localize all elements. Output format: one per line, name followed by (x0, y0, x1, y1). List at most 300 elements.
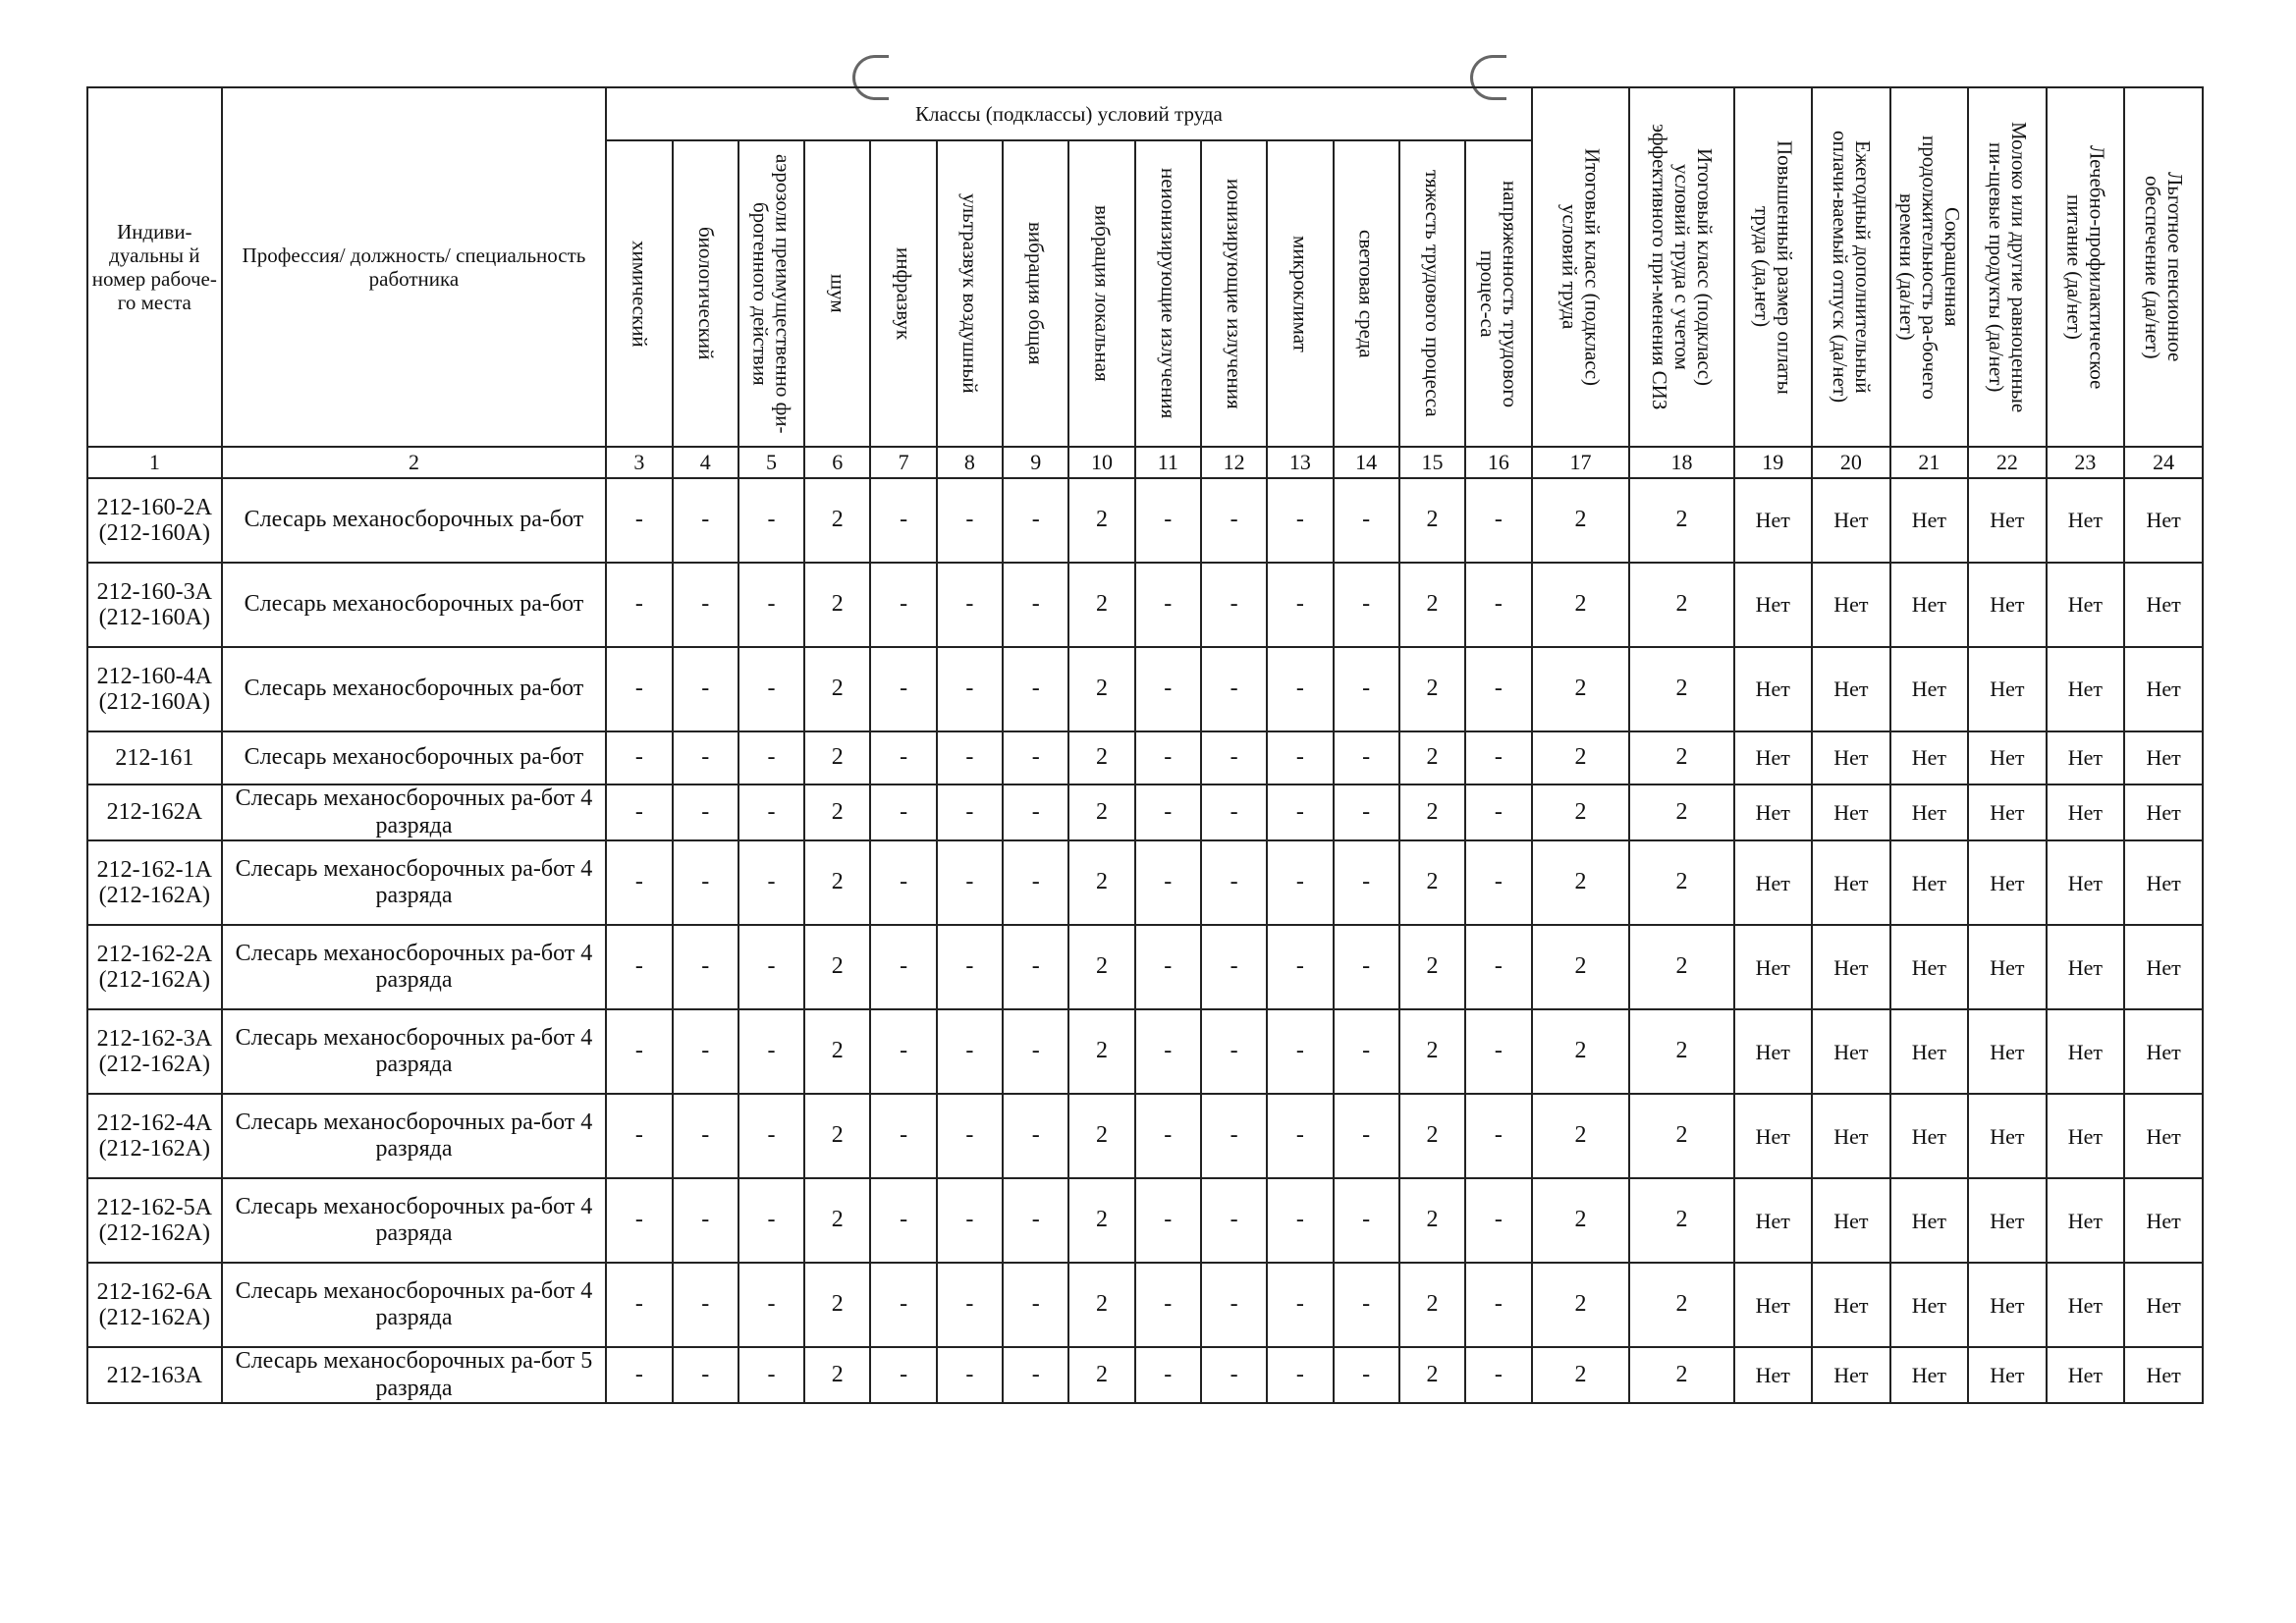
factor-class-cell: - (1201, 1347, 1267, 1403)
factor-class-cell: 2 (804, 840, 870, 925)
header-summary-18: Итоговый класс (подкласс) условий труда с учетом эффективного при-менения СИЗ (1629, 87, 1733, 447)
workplace-id-cell: 212-163А (87, 1347, 222, 1403)
header-factor-6: шум (804, 140, 870, 447)
factor-class-cell: - (1003, 1347, 1068, 1403)
factor-class-cell: - (870, 1263, 936, 1347)
guarantee-cell: Нет (1968, 925, 2047, 1009)
guarantee-cell: Нет (1812, 731, 1890, 784)
workplace-id-cell: 212-161 (87, 731, 222, 784)
workplace-id-cell: 212-162А (87, 784, 222, 840)
factor-class-cell: - (738, 1178, 804, 1263)
guarantee-cell: Нет (1968, 784, 2047, 840)
column-number: 8 (937, 447, 1003, 478)
factor-class-cell: - (1135, 478, 1201, 563)
column-number: 11 (1135, 447, 1201, 478)
column-number: 9 (1003, 447, 1068, 478)
factor-class-cell: - (1334, 731, 1399, 784)
factor-class-cell: - (738, 784, 804, 840)
final-class-cell: 2 (1629, 1009, 1733, 1094)
factor-class-cell: - (738, 925, 804, 1009)
guarantee-cell: Нет (1734, 563, 1813, 647)
header-summary-17: Итоговый класс (подкласс) условий труда (1532, 87, 1630, 447)
factor-class-cell: 2 (1399, 478, 1465, 563)
column-number: 3 (606, 447, 672, 478)
table-row (87, 925, 2203, 1009)
factor-class-cell: 2 (1068, 563, 1134, 647)
profession-cell: Слесарь механосборочных ра-бот 4 разряда (222, 1178, 607, 1263)
factor-class-cell: - (1135, 784, 1201, 840)
workplace-id-cell: 212-162-1А (212-162А) (87, 840, 222, 925)
header-factor-10: вибрация локальная (1068, 140, 1134, 447)
table-row (87, 784, 2203, 840)
factor-class-cell: 2 (1399, 925, 1465, 1009)
factor-class-cell: - (1135, 1347, 1201, 1403)
guarantee-cell: Нет (1968, 647, 2047, 731)
factor-class-cell: - (673, 563, 738, 647)
header-id: Индиви-дуальны й номер рабоче-го места (87, 87, 222, 447)
factor-class-cell: - (1201, 840, 1267, 925)
guarantee-cell: Нет (1968, 840, 2047, 925)
guarantee-cell: Нет (1734, 840, 1813, 925)
column-number: 6 (804, 447, 870, 478)
guarantee-cell: Нет (2124, 840, 2203, 925)
header-factor-16: напряженность трудового процес-са (1465, 140, 1531, 447)
factor-class-cell: - (1135, 1094, 1201, 1178)
factor-class-cell: 2 (1399, 1178, 1465, 1263)
workplace-id-cell: 212-162-3А (212-162А) (87, 1009, 222, 1094)
guarantee-cell: Нет (2124, 1178, 2203, 1263)
factor-class-cell: - (1201, 1009, 1267, 1094)
header-factor-14: световая среда (1334, 140, 1399, 447)
factor-class-cell: - (1201, 731, 1267, 784)
factor-class-cell: - (673, 478, 738, 563)
factor-class-cell: - (1135, 731, 1201, 784)
factor-class-cell: - (1003, 1178, 1068, 1263)
factor-class-cell: - (1201, 647, 1267, 731)
factor-class-cell: - (1135, 563, 1201, 647)
factor-class-cell: - (1465, 1263, 1531, 1347)
header-factor-3: химический (606, 140, 672, 447)
guarantee-cell: Нет (2124, 1347, 2203, 1403)
table-row (87, 1347, 2203, 1403)
final-class-cell: 2 (1532, 1094, 1630, 1178)
workplace-id-cell: 212-160-2А (212-160А) (87, 478, 222, 563)
table-row (87, 1009, 2203, 1094)
factor-class-cell: - (1201, 1178, 1267, 1263)
column-number: 15 (1399, 447, 1465, 478)
factor-class-cell: 2 (804, 1347, 870, 1403)
factor-class-cell: - (1465, 563, 1531, 647)
column-number: 13 (1267, 447, 1333, 478)
final-class-cell: 2 (1629, 478, 1733, 563)
header-summary-24: Льготное пенсионное обеспечение (да/нет) (2124, 87, 2203, 447)
factor-class-cell: - (937, 1094, 1003, 1178)
column-number: 1 (87, 447, 222, 478)
final-class-cell: 2 (1532, 1347, 1630, 1403)
header-factor-7: инфразвук (870, 140, 936, 447)
column-number: 22 (1968, 447, 2047, 478)
guarantee-cell: Нет (2047, 731, 2125, 784)
guarantee-cell: Нет (1890, 478, 1969, 563)
factor-class-cell: 2 (1068, 784, 1134, 840)
guarantee-cell: Нет (1734, 478, 1813, 563)
column-number: 7 (870, 447, 936, 478)
factor-class-cell: - (738, 563, 804, 647)
column-number-row (87, 447, 2203, 478)
guarantee-cell: Нет (1890, 840, 1969, 925)
profession-cell: Слесарь механосборочных ра-бот 4 разряда (222, 1009, 607, 1094)
column-number: 16 (1465, 447, 1531, 478)
factor-class-cell: 2 (1399, 647, 1465, 731)
guarantee-cell: Нет (1890, 731, 1969, 784)
guarantee-cell: Нет (1812, 840, 1890, 925)
factor-class-cell: - (673, 1347, 738, 1403)
factor-class-cell: - (1334, 1094, 1399, 1178)
guarantee-cell: Нет (2047, 563, 2125, 647)
final-class-cell: 2 (1532, 784, 1630, 840)
profession-cell: Слесарь механосборочных ра-бот 5 разряда (222, 1347, 607, 1403)
factor-class-cell: - (937, 563, 1003, 647)
header-factor-9: вибрация общая (1003, 140, 1068, 447)
final-class-cell: 2 (1532, 647, 1630, 731)
factor-class-cell: 2 (1068, 1009, 1134, 1094)
factor-class-cell: - (606, 1347, 672, 1403)
final-class-cell: 2 (1629, 647, 1733, 731)
final-class-cell: 2 (1629, 840, 1733, 925)
factor-class-cell: 2 (804, 925, 870, 1009)
guarantee-cell: Нет (1734, 925, 1813, 1009)
factor-class-cell: - (1135, 1178, 1201, 1263)
factor-class-cell: - (1267, 1263, 1333, 1347)
guarantee-cell: Нет (2047, 1094, 2125, 1178)
factor-class-cell: - (937, 1178, 1003, 1263)
factor-class-cell: - (606, 1009, 672, 1094)
profession-cell: Слесарь механосборочных ра-бот 4 разряда (222, 925, 607, 1009)
factor-class-cell: 2 (804, 1009, 870, 1094)
factor-class-cell: 2 (1399, 784, 1465, 840)
factor-class-cell: 2 (804, 1094, 870, 1178)
factor-class-cell: 2 (804, 784, 870, 840)
guarantee-cell: Нет (1734, 1009, 1813, 1094)
header-summary-20: Ежегодный дополнительный оплачи-ваемый отпуск (да/нет) (1812, 87, 1890, 447)
profession-cell: Слесарь механосборочных ра-бот 4 разряда (222, 1094, 607, 1178)
factor-class-cell: 2 (1399, 563, 1465, 647)
factor-class-cell: 2 (804, 1263, 870, 1347)
factor-class-cell: - (1334, 840, 1399, 925)
factor-class-cell: - (1465, 1094, 1531, 1178)
header-factor-8: ультразвук воздушный (937, 140, 1003, 447)
final-class-cell: 2 (1532, 731, 1630, 784)
table-row (87, 1263, 2203, 1347)
guarantee-cell: Нет (2047, 1009, 2125, 1094)
guarantee-cell: Нет (1890, 925, 1969, 1009)
final-class-cell: 2 (1532, 925, 1630, 1009)
guarantee-cell: Нет (1734, 1178, 1813, 1263)
column-number: 10 (1068, 447, 1134, 478)
profession-cell: Слесарь механосборочных ра-бот (222, 731, 607, 784)
factor-class-cell: - (1465, 925, 1531, 1009)
guarantee-cell: Нет (1812, 1178, 1890, 1263)
factor-class-cell: 2 (1068, 1178, 1134, 1263)
guarantee-cell: Нет (1890, 1178, 1969, 1263)
header-summary-23: Лечебно-профилактическое питание (да/нет) (2047, 87, 2125, 447)
factor-class-cell: - (1465, 731, 1531, 784)
guarantee-cell: Нет (2124, 1094, 2203, 1178)
column-number: 23 (2047, 447, 2125, 478)
factor-class-cell: - (1003, 563, 1068, 647)
guarantee-cell: Нет (1968, 478, 2047, 563)
table-row (87, 840, 2203, 925)
factor-class-cell: - (937, 1009, 1003, 1094)
factor-class-cell: - (1201, 478, 1267, 563)
factor-class-cell: 2 (1068, 731, 1134, 784)
factor-class-cell: - (1003, 1094, 1068, 1178)
guarantee-cell: Нет (1968, 731, 2047, 784)
table-row (87, 478, 2203, 563)
guarantee-cell: Нет (1968, 1263, 2047, 1347)
workplace-id-cell: 212-162-5А (212-162А) (87, 1178, 222, 1263)
guarantee-cell: Нет (2047, 784, 2125, 840)
guarantee-cell: Нет (1968, 563, 2047, 647)
guarantee-cell: Нет (1890, 1009, 1969, 1094)
factor-class-cell: - (738, 1094, 804, 1178)
guarantee-cell: Нет (2124, 784, 2203, 840)
factor-class-cell: - (673, 731, 738, 784)
workplace-id-cell: 212-162-4А (212-162А) (87, 1094, 222, 1178)
profession-cell: Слесарь механосборочных ра-бот (222, 478, 607, 563)
factor-class-cell: - (870, 1178, 936, 1263)
factor-class-cell: 2 (804, 1178, 870, 1263)
guarantee-cell: Нет (1968, 1094, 2047, 1178)
factor-class-cell: 2 (1068, 1263, 1134, 1347)
final-class-cell: 2 (1629, 731, 1733, 784)
factor-class-cell: - (606, 784, 672, 840)
header-factor-11: неионизирующие излучения (1135, 140, 1201, 447)
factor-class-cell: - (870, 1009, 936, 1094)
table-header (87, 87, 2203, 478)
final-class-cell: 2 (1532, 1009, 1630, 1094)
factor-class-cell: - (673, 784, 738, 840)
factor-class-cell: - (1003, 647, 1068, 731)
guarantee-cell: Нет (2124, 563, 2203, 647)
factor-class-cell: - (673, 1263, 738, 1347)
factor-class-cell: - (870, 840, 936, 925)
final-class-cell: 2 (1532, 478, 1630, 563)
final-class-cell: 2 (1532, 1263, 1630, 1347)
factor-class-cell: - (738, 1263, 804, 1347)
guarantee-cell: Нет (1734, 1347, 1813, 1403)
guarantee-cell: Нет (1734, 784, 1813, 840)
factor-class-cell: - (1201, 925, 1267, 1009)
guarantee-cell: Нет (1812, 784, 1890, 840)
factor-class-cell: - (870, 478, 936, 563)
factor-class-cell: - (1334, 563, 1399, 647)
factor-class-cell: - (870, 731, 936, 784)
factor-class-cell: - (1003, 925, 1068, 1009)
factor-class-cell: - (606, 563, 672, 647)
factor-class-cell: - (738, 1347, 804, 1403)
factor-class-cell: - (738, 478, 804, 563)
factor-class-cell: - (1267, 840, 1333, 925)
guarantee-cell: Нет (1890, 784, 1969, 840)
workplace-id-cell: 212-160-4А (212-160А) (87, 647, 222, 731)
factor-class-cell: 2 (804, 478, 870, 563)
guarantee-cell: Нет (1812, 925, 1890, 1009)
factor-class-cell: - (738, 647, 804, 731)
factor-class-cell: - (1465, 784, 1531, 840)
guarantee-cell: Нет (1734, 1263, 1813, 1347)
column-number: 19 (1734, 447, 1813, 478)
working-conditions-table (86, 86, 2204, 1404)
factor-class-cell: - (1334, 1347, 1399, 1403)
guarantee-cell: Нет (2047, 925, 2125, 1009)
table-row (87, 1178, 2203, 1263)
factor-class-cell: - (606, 1094, 672, 1178)
factor-class-cell: - (1201, 563, 1267, 647)
guarantee-cell: Нет (2047, 647, 2125, 731)
factor-class-cell: - (673, 1009, 738, 1094)
factor-class-cell: - (673, 1178, 738, 1263)
factor-class-cell: - (1135, 1009, 1201, 1094)
factor-class-cell: - (1267, 731, 1333, 784)
header-factor-12: ионизирующие излучения (1201, 140, 1267, 447)
header-summary-22: Молоко или другие равноценные пи-щевые продукты (да/нет) (1968, 87, 2047, 447)
factor-class-cell: - (738, 1009, 804, 1094)
column-number: 21 (1890, 447, 1969, 478)
table-row (87, 563, 2203, 647)
profession-cell: Слесарь механосборочных ра-бот 4 разряда (222, 840, 607, 925)
guarantee-cell: Нет (2124, 925, 2203, 1009)
header-factor-15: тяжесть трудового процесса (1399, 140, 1465, 447)
factor-class-cell: - (1465, 647, 1531, 731)
column-number: 18 (1629, 447, 1733, 478)
guarantee-cell: Нет (2047, 478, 2125, 563)
column-number: 4 (673, 447, 738, 478)
factor-class-cell: - (738, 840, 804, 925)
factor-class-cell: - (937, 840, 1003, 925)
header-summary-19: Повышенный размер оплаты труда (да,нет) (1734, 87, 1813, 447)
profession-cell: Слесарь механосборочных ра-бот 4 разряда (222, 784, 607, 840)
column-number: 14 (1334, 447, 1399, 478)
guarantee-cell: Нет (2047, 1347, 2125, 1403)
factor-class-cell: - (1003, 1009, 1068, 1094)
factor-class-cell: - (870, 925, 936, 1009)
final-class-cell: 2 (1629, 1094, 1733, 1178)
factor-class-cell: 2 (804, 563, 870, 647)
guarantee-cell: Нет (1812, 1347, 1890, 1403)
table-row (87, 1094, 2203, 1178)
factor-class-cell: - (1267, 563, 1333, 647)
factor-class-cell: 2 (1399, 1094, 1465, 1178)
factor-class-cell: - (1465, 1009, 1531, 1094)
factor-class-cell: - (606, 647, 672, 731)
guarantee-cell: Нет (1890, 647, 1969, 731)
factor-class-cell: - (1334, 925, 1399, 1009)
guarantee-cell: Нет (2124, 478, 2203, 563)
guarantee-cell: Нет (1734, 731, 1813, 784)
final-class-cell: 2 (1629, 563, 1733, 647)
factor-class-cell: - (870, 1347, 936, 1403)
factor-class-cell: - (937, 784, 1003, 840)
guarantee-cell: Нет (1968, 1347, 2047, 1403)
factor-class-cell: - (606, 1178, 672, 1263)
factor-class-cell: - (870, 784, 936, 840)
guarantee-cell: Нет (1890, 1347, 1969, 1403)
workplace-id-cell: 212-162-6А (212-162А) (87, 1263, 222, 1347)
factor-class-cell: - (1135, 840, 1201, 925)
factor-class-cell: - (1201, 1094, 1267, 1178)
factor-class-cell: - (738, 731, 804, 784)
factor-class-cell: - (1465, 478, 1531, 563)
guarantee-cell: Нет (2047, 1263, 2125, 1347)
guarantee-cell: Нет (2047, 1178, 2125, 1263)
factor-class-cell: - (1267, 1009, 1333, 1094)
factor-class-cell: 2 (1068, 1094, 1134, 1178)
guarantee-cell: Нет (1968, 1178, 2047, 1263)
header-factor-4: биологический (673, 140, 738, 447)
factor-class-cell: - (673, 1094, 738, 1178)
factor-class-cell: - (673, 647, 738, 731)
guarantee-cell: Нет (2047, 840, 2125, 925)
workplace-id-cell: 212-162-2А (212-162А) (87, 925, 222, 1009)
factor-class-cell: - (937, 1347, 1003, 1403)
factor-class-cell: 2 (804, 647, 870, 731)
factor-class-cell: - (1267, 1347, 1333, 1403)
factor-class-cell: - (937, 478, 1003, 563)
factor-class-cell: - (1267, 647, 1333, 731)
factor-class-cell: - (870, 1094, 936, 1178)
final-class-cell: 2 (1629, 1178, 1733, 1263)
profession-cell: Слесарь механосборочных ра-бот 4 разряда (222, 1263, 607, 1347)
factor-class-cell: - (937, 647, 1003, 731)
factor-class-cell: - (1334, 1263, 1399, 1347)
factor-class-cell: 2 (1399, 1009, 1465, 1094)
factor-class-cell: - (1003, 731, 1068, 784)
factor-class-cell: 2 (1068, 478, 1134, 563)
factor-class-cell: - (1201, 1263, 1267, 1347)
final-class-cell: 2 (1629, 925, 1733, 1009)
factor-class-cell: - (1201, 784, 1267, 840)
final-class-cell: 2 (1629, 784, 1733, 840)
guarantee-cell: Нет (1890, 1094, 1969, 1178)
guarantee-cell: Нет (1890, 1263, 1969, 1347)
guarantee-cell: Нет (2124, 731, 2203, 784)
factor-class-cell: - (1135, 647, 1201, 731)
factor-class-cell: - (673, 925, 738, 1009)
guarantee-cell: Нет (1968, 1009, 2047, 1094)
factor-class-cell: - (1135, 925, 1201, 1009)
factor-class-cell: - (1465, 840, 1531, 925)
factor-class-cell: - (606, 478, 672, 563)
factor-class-cell: - (937, 925, 1003, 1009)
factor-class-cell: - (870, 563, 936, 647)
factor-class-cell: - (606, 731, 672, 784)
factor-class-cell: - (1267, 784, 1333, 840)
header-classes: Классы (подклассы) условий труда (606, 87, 1531, 140)
guarantee-cell: Нет (1812, 1263, 1890, 1347)
factor-class-cell: 2 (1068, 840, 1134, 925)
table-body (87, 478, 2203, 1403)
column-number: 12 (1201, 447, 1267, 478)
final-class-cell: 2 (1629, 1263, 1733, 1347)
header-factor-5: аэрозоли преимущественно фи-брогенного действия (738, 140, 804, 447)
factor-class-cell: 2 (1068, 647, 1134, 731)
factor-class-cell: 2 (1068, 1347, 1134, 1403)
guarantee-cell: Нет (1812, 1009, 1890, 1094)
workplace-id-cell: 212-160-3А (212-160А) (87, 563, 222, 647)
factor-class-cell: - (1003, 478, 1068, 563)
final-class-cell: 2 (1532, 563, 1630, 647)
